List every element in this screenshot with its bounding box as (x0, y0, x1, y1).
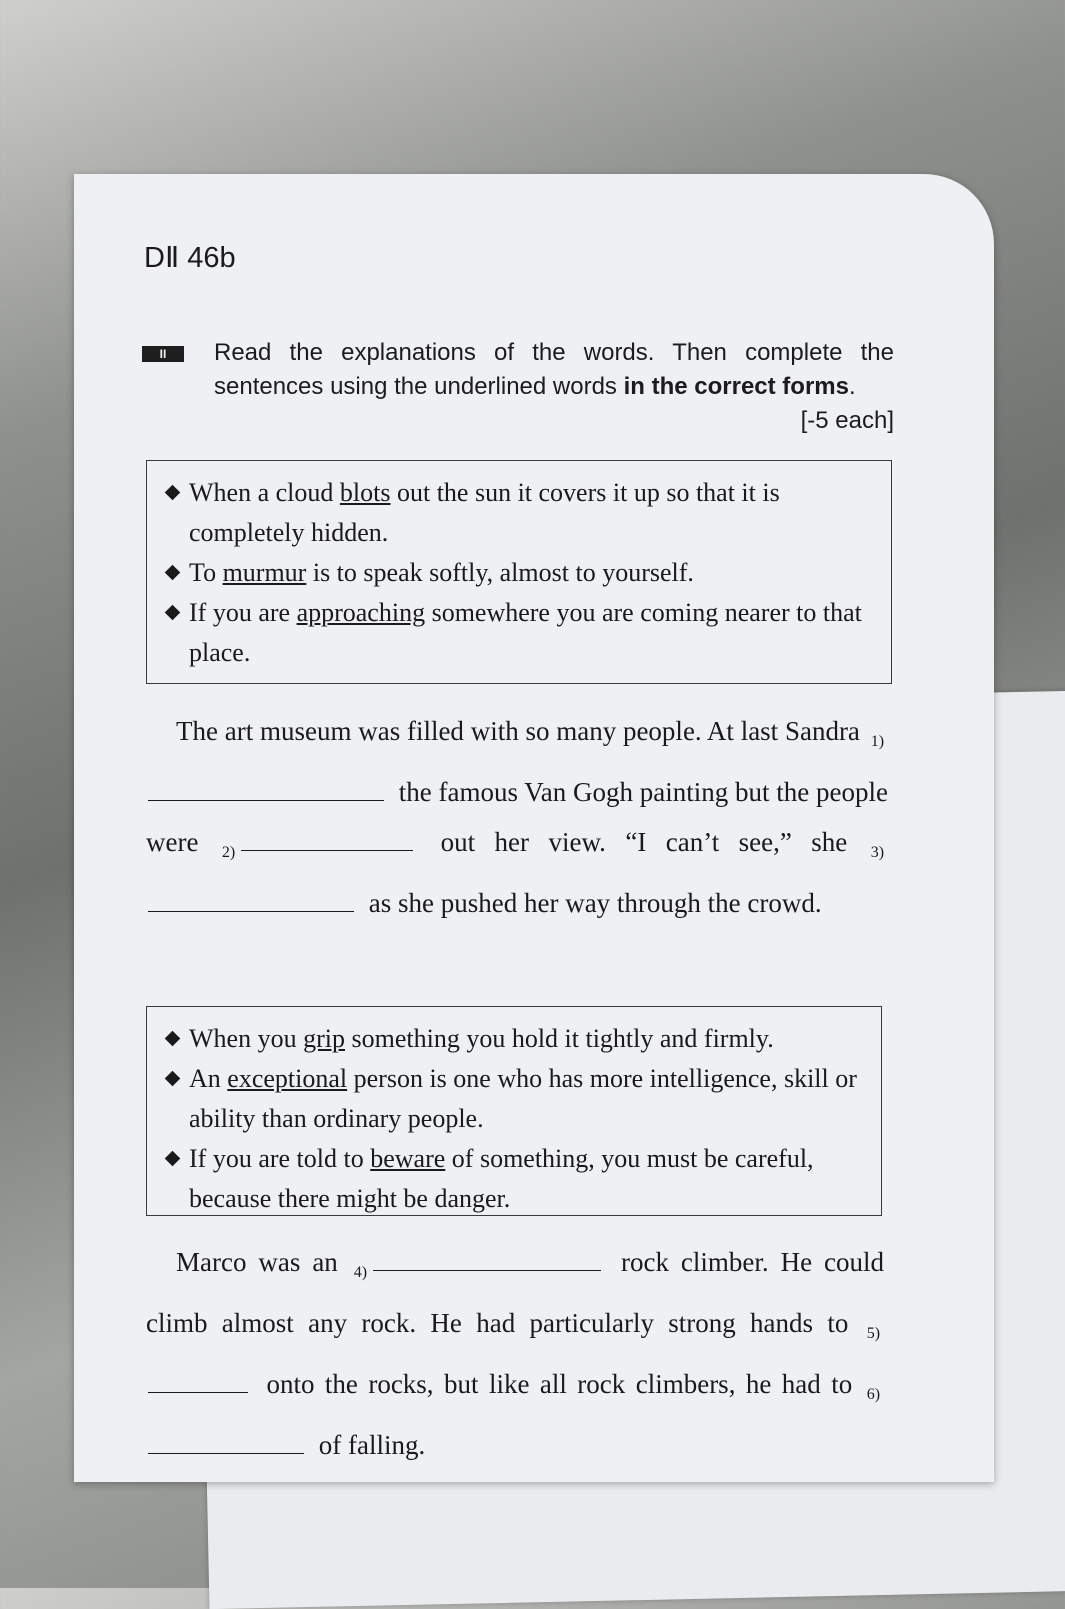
points-label: [-5 each] (800, 407, 894, 434)
diamond-bullet-icon (165, 605, 181, 621)
worksheet-code: DⅡ 46b (144, 242, 236, 274)
definition-text: When a cloud (189, 478, 340, 507)
definition-text: is to speak softly, almost to yourself. (306, 558, 694, 587)
diamond-bullet-icon (165, 1031, 181, 1047)
passage-text: out her view. “I can’t see,” she (440, 827, 848, 857)
diamond-bullet-icon (165, 1151, 181, 1167)
definition-text: An (189, 1064, 228, 1093)
worksheet-page (74, 174, 994, 1482)
definition-text: something you hold it tightly and firmly. (344, 1024, 774, 1053)
diamond-bullet-icon (165, 485, 181, 501)
answer-blank-3[interactable] (148, 889, 354, 912)
definition-text: out the sun it covers it up so that it is completely hidden. (189, 478, 780, 547)
passage-text: the famous Van Gogh painting but the people were (146, 777, 888, 857)
key-word: approaching (296, 598, 426, 627)
definition-item (161, 473, 877, 553)
definitions-box-1 (146, 460, 892, 684)
key-word: murmur (222, 558, 307, 587)
answer-blank-1[interactable] (148, 778, 384, 801)
answer-blank-4[interactable] (373, 1248, 601, 1271)
blank-number: 6) (866, 1386, 881, 1403)
passage-text: of falling. (318, 1430, 426, 1460)
blank-number: 2) (221, 844, 236, 861)
answer-blank-2[interactable] (241, 828, 413, 851)
definition-item (161, 1019, 867, 1059)
instruction-emphasis: in the correct forms (623, 373, 849, 400)
definition-item (161, 1139, 867, 1219)
definition-text: of something, you must be careful, because there might be danger. (189, 1144, 814, 1213)
passage-1 (146, 706, 888, 928)
passage-2 (146, 1237, 884, 1470)
definition-text: person is one who has more intelligence, skill or ability than ordinary people. (189, 1064, 857, 1133)
key-word: grip (303, 1024, 345, 1053)
section-marker: II (142, 346, 184, 362)
definition-item (161, 1059, 867, 1139)
definition-text: To (189, 558, 223, 587)
blank-number: 3) (870, 844, 885, 861)
answer-blank-6[interactable] (148, 1431, 304, 1454)
definition-text: If you are (189, 598, 297, 627)
answer-blank-5[interactable] (148, 1370, 248, 1393)
definition-text: If you are told to (189, 1144, 371, 1173)
key-word: exceptional (227, 1064, 348, 1093)
instructions (214, 336, 894, 438)
passage-text: The art museum was filled with so many people. At last Sandra (176, 716, 860, 746)
passage-text: rock climber. He could climb almost any rock. He had particularly strong hands to (146, 1247, 884, 1338)
diamond-bullet-icon (165, 565, 181, 581)
definition-text: somewhere you are coming nearer to that place. (189, 598, 862, 667)
key-word: blots (339, 478, 391, 507)
key-word: beware (370, 1144, 446, 1173)
definition-item (161, 593, 877, 673)
passage-text: onto the rocks, but like all rock climbers, he had to (266, 1369, 853, 1399)
blank-number: 4) (353, 1264, 368, 1281)
definitions-box-2 (146, 1006, 882, 1216)
diamond-bullet-icon (165, 1071, 181, 1087)
instruction-end: . (848, 373, 856, 400)
blank-number: 1) (870, 733, 885, 750)
passage-text: as she pushed her way through the crowd. (368, 888, 822, 918)
blank-number: 5) (866, 1325, 881, 1342)
definition-item (161, 553, 877, 593)
definition-text: When you (189, 1024, 304, 1053)
passage-text: Marco was an (176, 1247, 338, 1277)
instruction-text: Read the explanations of the words. Then complete the sentences using the underlined words (214, 339, 894, 400)
